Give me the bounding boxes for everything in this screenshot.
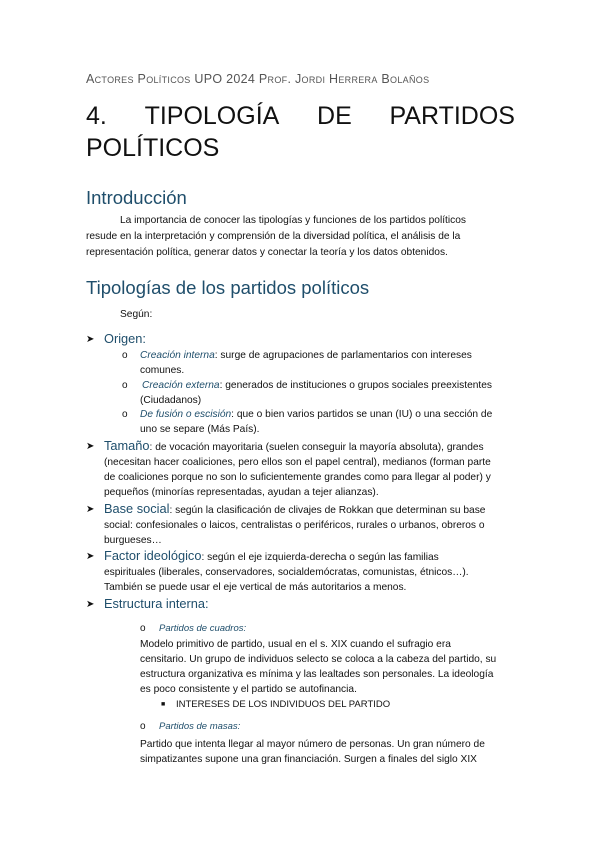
- circle-bullet-icon: o: [122, 350, 128, 361]
- origen-item-cont: uno se separe (Más País).: [140, 424, 260, 435]
- segun-text: Según:: [120, 309, 153, 320]
- cuadros-text: estructura organizativa es mínima y las lealtades son personales. La ideología: [140, 669, 494, 680]
- estructura-colon: :: [205, 596, 209, 611]
- arrow-bullet-icon: ➤: [86, 551, 95, 562]
- item-text: : que o bien varios partidos se unan (IU) o una sección de: [231, 409, 493, 420]
- cuadros-sub: INTERESES DE LOS INDIVIDUOS DEL PARTIDO: [176, 699, 391, 710]
- base-social-line: [104, 501, 485, 518]
- item-term: Creación interna: [140, 350, 215, 361]
- base-social-text: burgueses…: [104, 535, 162, 546]
- intro-line: representación política, generar datos y conectar la teoría y los datos obtenidos.: [86, 247, 448, 258]
- masas-text: Partido que intenta llegar al mayor número de personas. Un gran número de: [140, 739, 485, 750]
- arrow-bullet-icon: ➤: [86, 441, 95, 452]
- circle-bullet-icon: o: [122, 380, 128, 391]
- circle-bullet-icon: o: [140, 721, 146, 732]
- circle-bullet-icon: o: [140, 623, 146, 634]
- cuadros-text: censitario. Un grupo de individuos selecto se coloca a la cabeza del partido, su: [140, 654, 497, 665]
- factor-line: [104, 548, 439, 565]
- origen-item: [142, 378, 492, 393]
- arrow-bullet-icon: ➤: [86, 599, 95, 610]
- masas-text: simpatizantes supone una gran financiación. Surgen a finales del siglo XIX: [140, 754, 477, 765]
- intro-heading: Introducción: [86, 187, 187, 208]
- title-line-2: POLÍTICOS: [86, 134, 220, 162]
- origen-item: [140, 348, 472, 363]
- tamano-label: Tamaño: [104, 438, 150, 453]
- origen-colon: :: [142, 331, 146, 346]
- tamano-text: de coaliciones porque no son lo suficientemente grandes como para llegar al poder) y: [104, 472, 491, 483]
- base-social-text: social: confesionales o laicos, centralistas o periféricos, rurales o urbanos, obreros o: [104, 520, 485, 531]
- factor-text: También se puede usar el eje vertical de más autoritarios a menos.: [104, 582, 407, 593]
- tamano-text: : de vocación mayoritaria (suelen conseguir la mayoría absoluta), grandes: [149, 442, 484, 453]
- cuadros-label: Partidos de cuadros:: [159, 623, 247, 634]
- tipologias-heading: Tipologías de los partidos políticos: [86, 277, 370, 298]
- tamano-text: (necesitan hacer coaliciones, pero ellos son el papel central), medianos (forman parte: [104, 457, 491, 468]
- cuadros-text: Modelo primitivo de partido, usual en el s. XIX cuando el sufragio era: [140, 639, 451, 650]
- square-bullet-icon: ■: [161, 701, 166, 708]
- arrow-bullet-icon: ➤: [86, 334, 95, 345]
- title-line-1: [86, 100, 515, 132]
- title-word: PARTIDOS: [389, 102, 515, 130]
- origen-item-cont: comunes.: [140, 365, 185, 376]
- item-term: Creación externa: [142, 380, 220, 391]
- origen-label: Origen: [104, 331, 143, 346]
- title-word: TIPOLOGÍA: [144, 102, 280, 130]
- item-term: De fusión o escisión: [140, 409, 232, 420]
- title-word: 4.: [86, 102, 107, 130]
- tamano-text: pequeños (minorías representadas, ayudan a tejer alianzas).: [104, 487, 379, 498]
- intro-line: La importancia de conocer las tipologías y funciones de los partidos políticos: [120, 215, 467, 226]
- origen-label-line: [104, 331, 146, 348]
- factor-label: Factor ideológico: [104, 548, 202, 563]
- tamano-line: [104, 438, 484, 455]
- item-text: : generados de instituciones o grupos sociales preexistentes: [219, 380, 492, 391]
- arrow-bullet-icon: ➤: [86, 504, 95, 515]
- masas-label: Partidos de masas:: [159, 721, 241, 732]
- factor-text: : según el eje izquierda-derecha o según las familias: [201, 552, 439, 563]
- cuadros-text: es poco consistente y el partido se autofinancia.: [140, 684, 357, 695]
- base-social-text: : según la clasificación de clivajes de Rokkan que determinan su base: [169, 505, 486, 516]
- estructura-label-line: [104, 596, 209, 613]
- circle-bullet-icon: o: [122, 409, 128, 420]
- intro-line: resude en la interpretación y comprensión de la diversidad política, el análisis de la: [86, 231, 461, 242]
- title-word: DE: [317, 102, 352, 130]
- factor-text: espirituales (liberales, conservadores, socialdemócratas, comunistas, étnicos…).: [104, 567, 469, 578]
- running-header: Actores Políticos UPO 2024 Prof. Jordi Herrera Bolaños: [86, 72, 430, 86]
- origen-item: [140, 407, 492, 422]
- item-text: : surge de agrupaciones de parlamentarios con intereses: [214, 350, 472, 361]
- origen-item-cont: (Ciudadanos): [140, 395, 202, 406]
- page-title: [86, 100, 515, 164]
- estructura-label: Estructura interna: [104, 596, 206, 611]
- base-social-label: Base social: [104, 501, 170, 516]
